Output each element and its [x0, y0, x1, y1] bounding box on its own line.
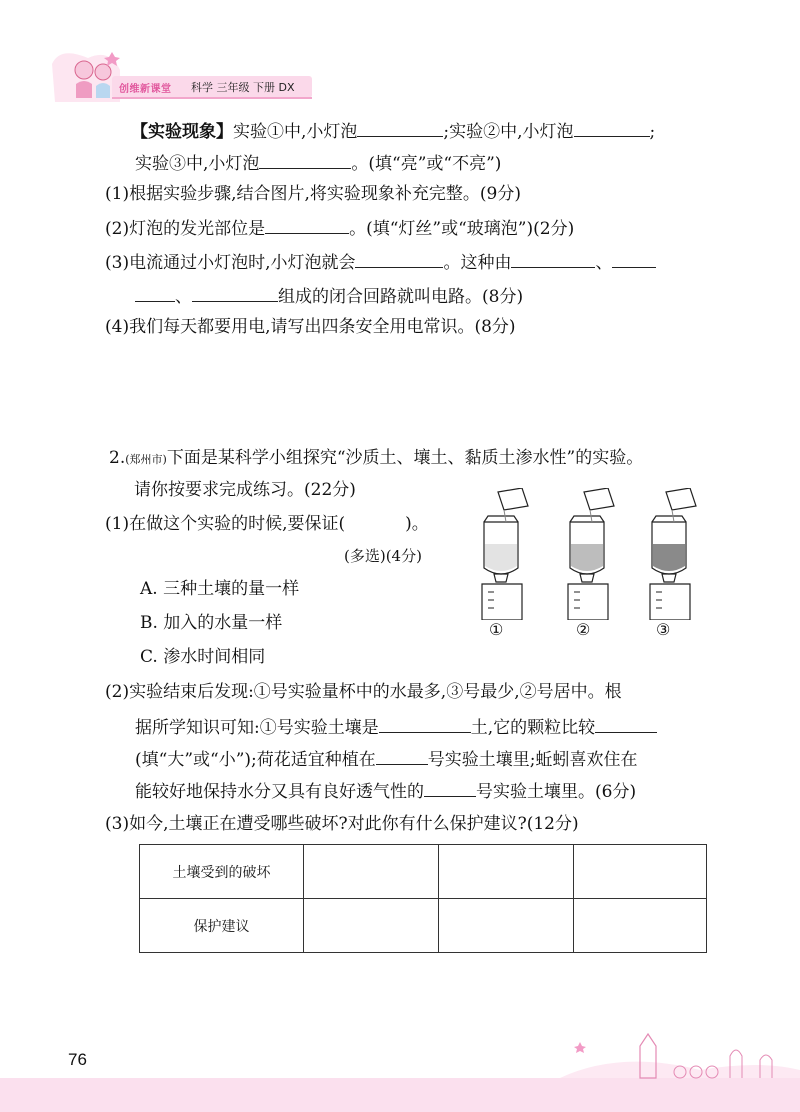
answer-blank[interactable]: [574, 118, 650, 137]
subject-line: 科学 三年级 下册 DX: [191, 81, 295, 94]
answer-cell[interactable]: [304, 845, 439, 899]
option-c: C. 渗水时间相同: [140, 647, 266, 667]
answer-blank[interactable]: [379, 714, 471, 733]
phenomenon-label: 【实验现象】: [131, 122, 233, 142]
soil-experiment-figure: [470, 488, 720, 620]
question-2-2-l3: (填“大”或“小”);荷花适宜种植在 号实验土壤里;蚯蚓喜欢住在: [135, 746, 638, 772]
question-2-3: (3)如今,土壤正在遭受哪些破坏?对此你有什么保护建议?(12分): [105, 814, 579, 834]
answer-blank[interactable]: [595, 714, 657, 733]
row-header-suggestion: 保护建议: [140, 899, 304, 953]
figure-label-3: ③: [656, 620, 671, 639]
brand-title: 创维新课堂: [119, 84, 172, 95]
option-a: A. 三种土壤的量一样: [140, 579, 300, 599]
answer-cell[interactable]: [304, 899, 439, 953]
page-number: 76: [68, 1050, 87, 1069]
answer-cell[interactable]: [574, 899, 707, 953]
answer-blank[interactable]: [612, 249, 656, 268]
apparatus-1: [482, 488, 528, 620]
answer-blank[interactable]: [424, 778, 476, 797]
source-tag: (郑州市): [125, 453, 167, 466]
question-1: (1)根据实验步骤,结合图片,将实验现象补充完整。(9分): [105, 184, 521, 204]
figure-label-1: ①: [489, 620, 504, 639]
header-decoration: [0, 40, 320, 110]
option-b: B. 加入的水量一样: [140, 613, 283, 633]
question-3: (3)电流通过小灯泡时,小灯泡就会 。这种由 、: [105, 249, 656, 275]
soil-protection-table: [139, 844, 707, 953]
answer-blank[interactable]: [511, 249, 595, 268]
answer-cell[interactable]: [439, 899, 574, 953]
answer-blank[interactable]: [357, 118, 443, 137]
answer-blank[interactable]: [376, 746, 428, 765]
answer-blank[interactable]: [265, 215, 349, 234]
table-row: [140, 845, 707, 899]
question-2-1: (1)在做这个实验的时候,要保证( )。: [105, 514, 429, 534]
problem-2-intro: 2.(郑州市)下面是某科学小组探究“沙质土、壤土、黏质土渗水性”的实验。: [109, 448, 644, 468]
answer-cell[interactable]: [574, 845, 707, 899]
figure-label-2: ②: [576, 620, 591, 639]
question-2-2: (2)实验结束后发现:①号实验量杯中的水最多,③号最少,②号居中。根: [105, 682, 622, 702]
problem-2-intro-b: 请你按要求完成练习。(22分): [134, 480, 356, 500]
phenomenon-line-1: 【实验现象】实验①中,小灯泡 ;实验②中,小灯泡 ;: [131, 118, 655, 144]
question-2-2-l2: 据所学知识可知:①号实验土壤是 土,它的颗粒比较: [135, 714, 657, 740]
answer-cell[interactable]: [439, 845, 574, 899]
question-3-cont: 、 组成的闭合回路就叫电路。(8分): [135, 283, 523, 309]
question-2: (2)灯泡的发光部位是 。(填“灯丝”或“玻璃泡”)(2分): [105, 215, 574, 241]
answer-blank[interactable]: [135, 283, 175, 302]
row-header-damage: 土壤受到的破坏: [140, 845, 304, 899]
table-row: [140, 899, 707, 953]
apparatus-2: [568, 488, 614, 620]
phenomenon-text-a: 实验①中,小灯泡: [233, 122, 358, 142]
phenomenon-line-2: 实验③中,小灯泡 。(填“亮”或“不亮”): [135, 150, 501, 176]
question-4: (4)我们每天都要用电,请写出四条安全用电常识。(8分): [105, 317, 516, 337]
apparatus-3: [650, 488, 696, 620]
question-2-2-l4: 能较好地保持水分又具有良好透气性的 号实验土壤里。(6分): [135, 778, 636, 804]
answer-blank[interactable]: [259, 150, 351, 169]
multi-select-note: (多选)(4分): [344, 547, 422, 565]
answer-blank[interactable]: [355, 249, 443, 268]
footer-decoration: [0, 1020, 800, 1112]
answer-blank[interactable]: [192, 283, 278, 302]
